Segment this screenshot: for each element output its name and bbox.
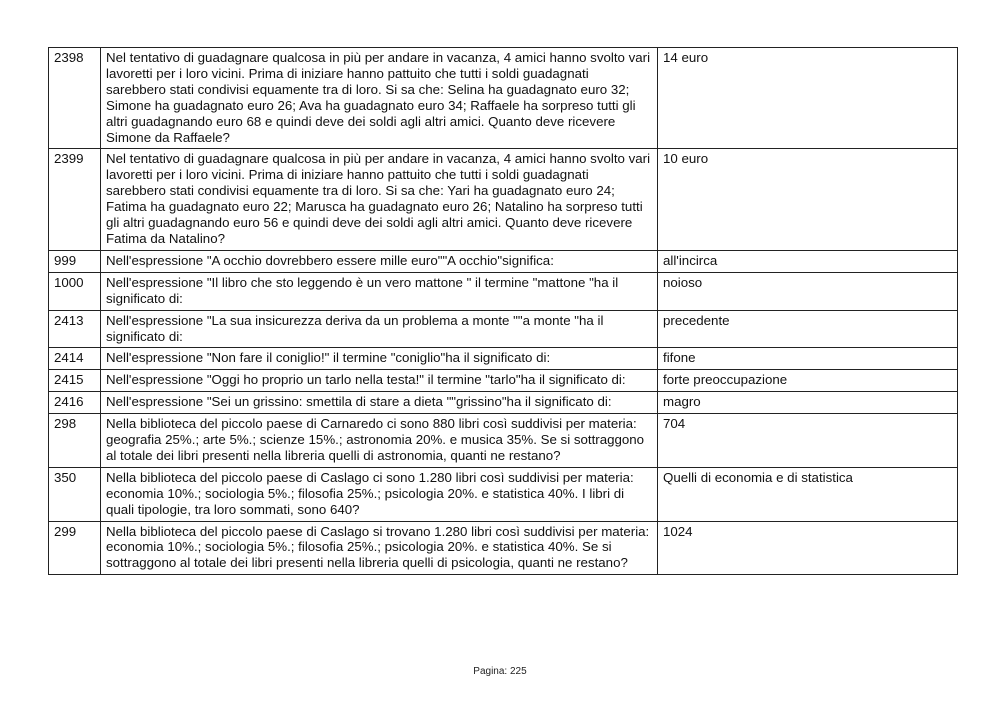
question-text: Nella biblioteca del piccolo paese di Caslago si trovano 1.280 libri così suddivisi per materia: economia 10%.; sociologia 5%.; filosofia 25%.; psicologia 20%. e statistica 40%. Se si sottraggono al totale dei libri presenti nella libreria quelli di psicologia, quanti ne restano? [101,521,658,575]
table-row [49,149,958,250]
table-row [49,392,958,414]
question-id: 2398 [49,48,101,149]
answer-text: 704 [658,414,958,468]
question-id: 2414 [49,348,101,370]
question-text: Nell'espressione "La sua insicurezza deriva da un problema a monte ""a monte "ha il significato di: [101,310,658,348]
question-text: Nell'espressione "A occhio dovrebbero essere mille euro""A occhio"significa: [101,250,658,272]
questions-table [48,47,958,575]
question-id: 2416 [49,392,101,414]
question-text: Nel tentativo di guadagnare qualcosa in più per andare in vacanza, 4 amici hanno svolto vari lavoretti per i loro vicini. Prima di iniziare hanno pattuito che tutti i soldi guadagnati sarebbero stati condivisi equamente tra di loro. Si sa che: Yari ha guadagnato euro 24; Fatima ha guadagnato euro 22; Marusca ha guadagnato euro 26; Natalino ha sorpreso tutti gli altri guadagnando euro 56 e quindi deve dei soldi agli altri amici. Quanto deve ricevere Fatima da Natalino? [101,149,658,250]
answer-text: forte preoccupazione [658,370,958,392]
question-text: Nell'espressione "Il libro che sto leggendo è un vero mattone " il termine "mattone "ha il significato di: [101,272,658,310]
question-id: 350 [49,467,101,521]
table-row [49,521,958,575]
question-id: 2399 [49,149,101,250]
answer-text: fifone [658,348,958,370]
answer-text: all'incirca [658,250,958,272]
question-id: 2415 [49,370,101,392]
table-row [49,414,958,468]
question-text: Nell'espressione "Oggi ho proprio un tarlo nella testa!" il termine "tarlo"ha il significato di: [101,370,658,392]
answer-text: 10 euro [658,149,958,250]
question-text: Nell'espressione "Sei un grissino: smettila di stare a dieta ""grissino"ha il significato di: [101,392,658,414]
question-id: 298 [49,414,101,468]
question-id: 999 [49,250,101,272]
question-id: 1000 [49,272,101,310]
table-row [49,348,958,370]
answer-text: noioso [658,272,958,310]
table-row [49,48,958,149]
question-text: Nell'espressione "Non fare il coniglio!" il termine "coniglio"ha il significato di: [101,348,658,370]
table-row [49,467,958,521]
answer-text: 1024 [658,521,958,575]
table-row [49,310,958,348]
question-text: Nella biblioteca del piccolo paese di Caslago ci sono 1.280 libri così suddivisi per materia: economia 10%.; sociologia 5%.; filosofia 25%.; psicologia 20%. e statistica 40%. I libri di quali tipologie, tra loro sommati, sono 640? [101,467,658,521]
answer-text: magro [658,392,958,414]
answer-text: precedente [658,310,958,348]
question-text: Nella biblioteca del piccolo paese di Carnaredo ci sono 880 libri così suddivisi per materia: geografia 25%.; arte 5%.; scienze 15%.; astronomia 20%. e musica 35%. Se si sottraggono al totale dei libri presenti nella libreria quelli di astronomia, quanti ne restano? [101,414,658,468]
question-text: Nel tentativo di guadagnare qualcosa in più per andare in vacanza, 4 amici hanno svolto vari lavoretti per i loro vicini. Prima di iniziare hanno pattuito che tutti i soldi guadagnati sarebbero stati condivisi equamente tra di loro. Si sa che: Selina ha guadagnato euro 32; Simone ha guadagnato euro 26; Ava ha guadagnato euro 34; Raffaele ha sorpreso tutti gli altri guadagnando euro 68 e quindi deve dei soldi agli altri amici. Quanto deve ricevere Simone da Raffaele? [101,48,658,149]
answer-text: Quelli di economia e di statistica [658,467,958,521]
page-number: Pagina: 225 [473,666,527,677]
table-row [49,250,958,272]
table-row [49,370,958,392]
question-id: 2413 [49,310,101,348]
question-id: 299 [49,521,101,575]
document-page [48,47,957,575]
answer-text: 14 euro [658,48,958,149]
table-row [49,272,958,310]
